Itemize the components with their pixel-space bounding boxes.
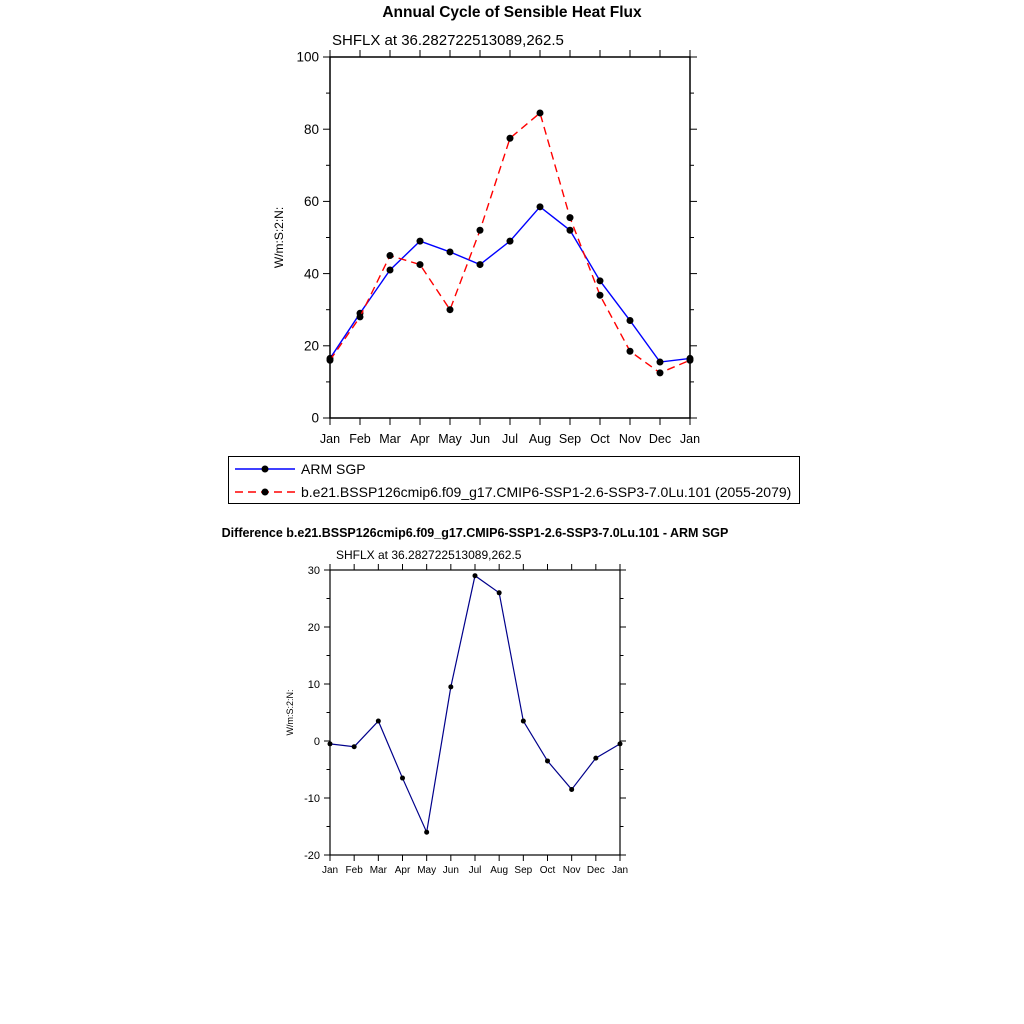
svg-text:Jan: Jan [319, 432, 341, 446]
svg-text:20: 20 [307, 621, 320, 634]
svg-text:20: 20 [303, 338, 319, 354]
svg-text:W/m:S:2:N:: W/m:S:2:N: [272, 206, 286, 269]
svg-text:Nov: Nov [618, 432, 642, 446]
svg-text:Oct: Oct [539, 865, 556, 876]
svg-text:Dec: Dec [648, 432, 672, 446]
svg-text:0: 0 [311, 410, 319, 426]
svg-text:10: 10 [307, 678, 320, 691]
legend [228, 456, 800, 504]
svg-text:60: 60 [303, 194, 319, 210]
svg-text:30: 30 [307, 564, 320, 577]
svg-text:Jun: Jun [442, 865, 459, 876]
svg-text:May: May [417, 865, 437, 876]
difference-chart [285, 564, 628, 876]
svg-text:Sep: Sep [514, 865, 533, 876]
svg-text:Dec: Dec [586, 865, 605, 876]
svg-text:Apr: Apr [410, 432, 430, 446]
svg-text:Jun: Jun [469, 432, 491, 446]
svg-text:Aug: Aug [490, 865, 509, 876]
svg-text:W/m:S:2:N:: W/m:S:2:N: [285, 689, 295, 736]
top-chart-subtitle: SHFLX at 36.282722513089,262.5 [332, 32, 564, 49]
difference-chart-subtitle: SHFLX at 36.282722513089,262.5 [336, 548, 522, 562]
svg-text:Nov: Nov [562, 865, 581, 876]
annual-cycle-chart [272, 50, 700, 446]
svg-text:Mar: Mar [369, 865, 387, 876]
svg-text:100: 100 [296, 49, 319, 65]
svg-text:80: 80 [303, 121, 319, 137]
svg-text:0: 0 [313, 735, 320, 748]
svg-text:Oct: Oct [590, 432, 610, 446]
svg-text:Jul: Jul [502, 432, 518, 446]
svg-text:-20: -20 [304, 849, 320, 862]
legend-item [233, 480, 799, 503]
legend-label: b.e21.BSSP126cmip6.f09_g17.CMIP6-SSP1-2.6-SSP3-7.0Lu.101 (2055-2079) [301, 483, 792, 500]
svg-text:Mar: Mar [379, 432, 401, 446]
svg-text:Feb: Feb [345, 865, 363, 876]
legend-line-sample [233, 486, 297, 498]
svg-text:Jul: Jul [468, 865, 482, 876]
legend-label: ARM SGP [301, 460, 366, 477]
svg-text:40: 40 [303, 266, 319, 282]
svg-text:Sep: Sep [558, 432, 582, 446]
svg-text:May: May [438, 432, 462, 446]
svg-text:-10: -10 [304, 792, 320, 805]
difference-chart-title: Difference b.e21.BSSP126cmip6.f09_g17.CMIP6-SSP1-2.6-SSP3-7.0Lu.101 - ARM SGP [221, 526, 729, 540]
svg-text:Jan: Jan [611, 865, 629, 876]
svg-text:Jan: Jan [321, 865, 339, 876]
svg-text:Jan: Jan [679, 432, 701, 446]
svg-text:Apr: Apr [394, 865, 411, 876]
svg-text:Feb: Feb [349, 432, 371, 446]
legend-item [233, 457, 799, 480]
svg-text:Aug: Aug [528, 432, 552, 446]
legend-line-sample [233, 463, 297, 475]
top-chart-title: Annual Cycle of Sensible Heat Flux [382, 4, 642, 21]
